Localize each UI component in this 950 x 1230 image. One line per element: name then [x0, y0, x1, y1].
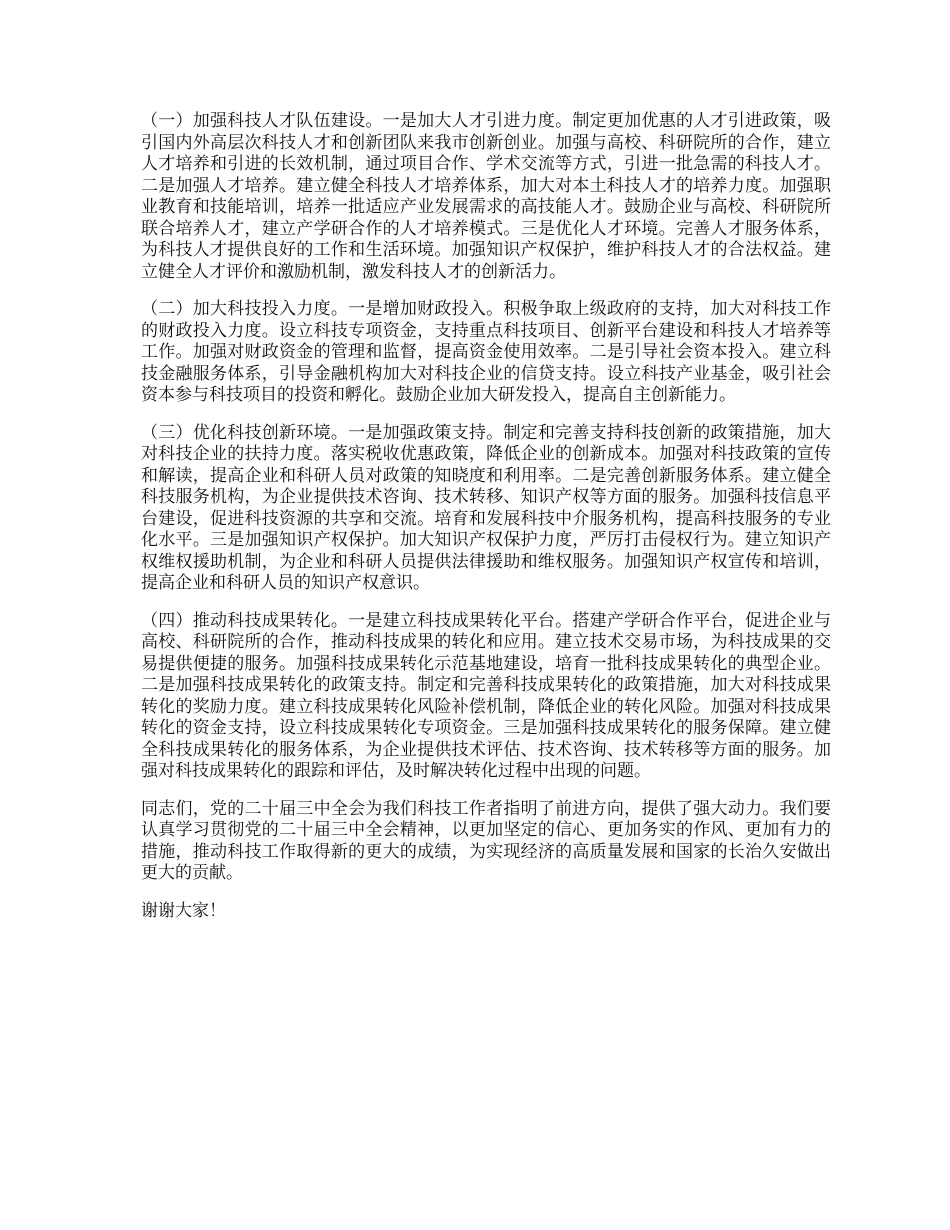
closing-thanks: 谢谢大家！: [141, 900, 226, 921]
paragraph-conclusion: 同志们，党的二十届三中全会为我们科技工作者指明了前进方向，提供了强大动力。我们要认真学习贯彻党的二十届三中全会精神，以更加坚定的信心、更加务实的作风、更加有力的措施，推动科技工作取得新的更大的成绩，为实现经济的高质量发展和国家的长治久安做出更大的贡献。: [141, 798, 831, 883]
paragraph-achievement-transfer: （四）推动科技成果转化。一是建立科技成果转化平台。搭建产学研合作平台，促进企业与高校、科研院所的合作，推动科技成果的转化和应用。建立技术交易市场，为科技成果的交易提供便捷的服务。加强科技成果转化示范基地建设，培育一批科技成果转化的典型企业。二是加强科技成果转化的政策支持。制定和完善科技成果转化的政策措施，加大对科技成果转化的奖励力度。建立科技成果转化风险补偿机制，降低企业的转化风险。加强对科技成果转化的资金支持，设立科技成果转化专项资金。三是加强科技成果转化的服务保障。建立健全科技成果转化的服务体系，为企业提供技术评估、技术咨询、技术转移等方面的服务。加强对科技成果转化的跟踪和评估，及时解决转化过程中出现的问题。: [141, 610, 831, 781]
paragraph-tech-investment: （二）加大科技投入力度。一是增加财政投入。积极争取上级政府的支持，加大对科技工作的财政投入力度。设立科技专项资金，支持重点科技项目、创新平台建设和科技人才培养等工作。加强对财政资金的管理和监督，提高资金使用效率。二是引导社会资本投入。建立科技金融服务体系，引导金融机构加大对科技企业的信贷支持。设立科技产业基金，吸引社会资本参与科技项目的投资和孵化。鼓励企业加大研发投入，提高自主创新能力。: [141, 299, 831, 405]
document-body: [141, 111, 831, 922]
paragraph-innovation-environment: （三）优化科技创新环境。一是加强政策支持。制定和完善支持科技创新的政策措施，加大对科技企业的扶持力度。落实税收优惠政策，降低企业的创新成本。加强对科技政策的宣传和解读，提高企业和科研人员对政策的知晓度和利用率。二是完善创新服务体系。建立健全科技服务机构，为企业提供技术咨询、技术转移、知识产权等方面的服务。加强科技信息平台建设，促进科技资源的共享和交流。培育和发展科技中介服务机构，提高科技服务的专业化水平。三是加强知识产权保护。加大知识产权保护力度，严厉打击侵权行为。建立知识产权维权援助机制，为企业和科研人员提供法律援助和维权服务。加强知识产权宣传和培训，提高企业和科研人员的知识产权意识。: [141, 422, 831, 593]
paragraph-talent-team: （一）加强科技人才队伍建设。一是加大人才引进力度。制定更加优惠的人才引进政策，吸引国内外高层次科技人才和创新团队来我市创新创业。加强与高校、科研院所的合作，建立人才培养和引进的长效机制，通过项目合作、学术交流等方式，引进一批急需的科技人才。二是加强人才培养。建立健全科技人才培养体系，加大对本土科技人才的培养力度。加强职业教育和技能培训，培养一批适应产业发展需求的高技能人才。鼓励企业与高校、科研院所联合培养人才，建立产学研合作的人才培养模式。三是优化人才环境。完善人才服务体系，为科技人才提供良好的工作和生活环境。加强知识产权保护，维护科技人才的合法权益。建立健全人才评价和激励机制，激发科技人才的创新活力。: [141, 111, 831, 282]
